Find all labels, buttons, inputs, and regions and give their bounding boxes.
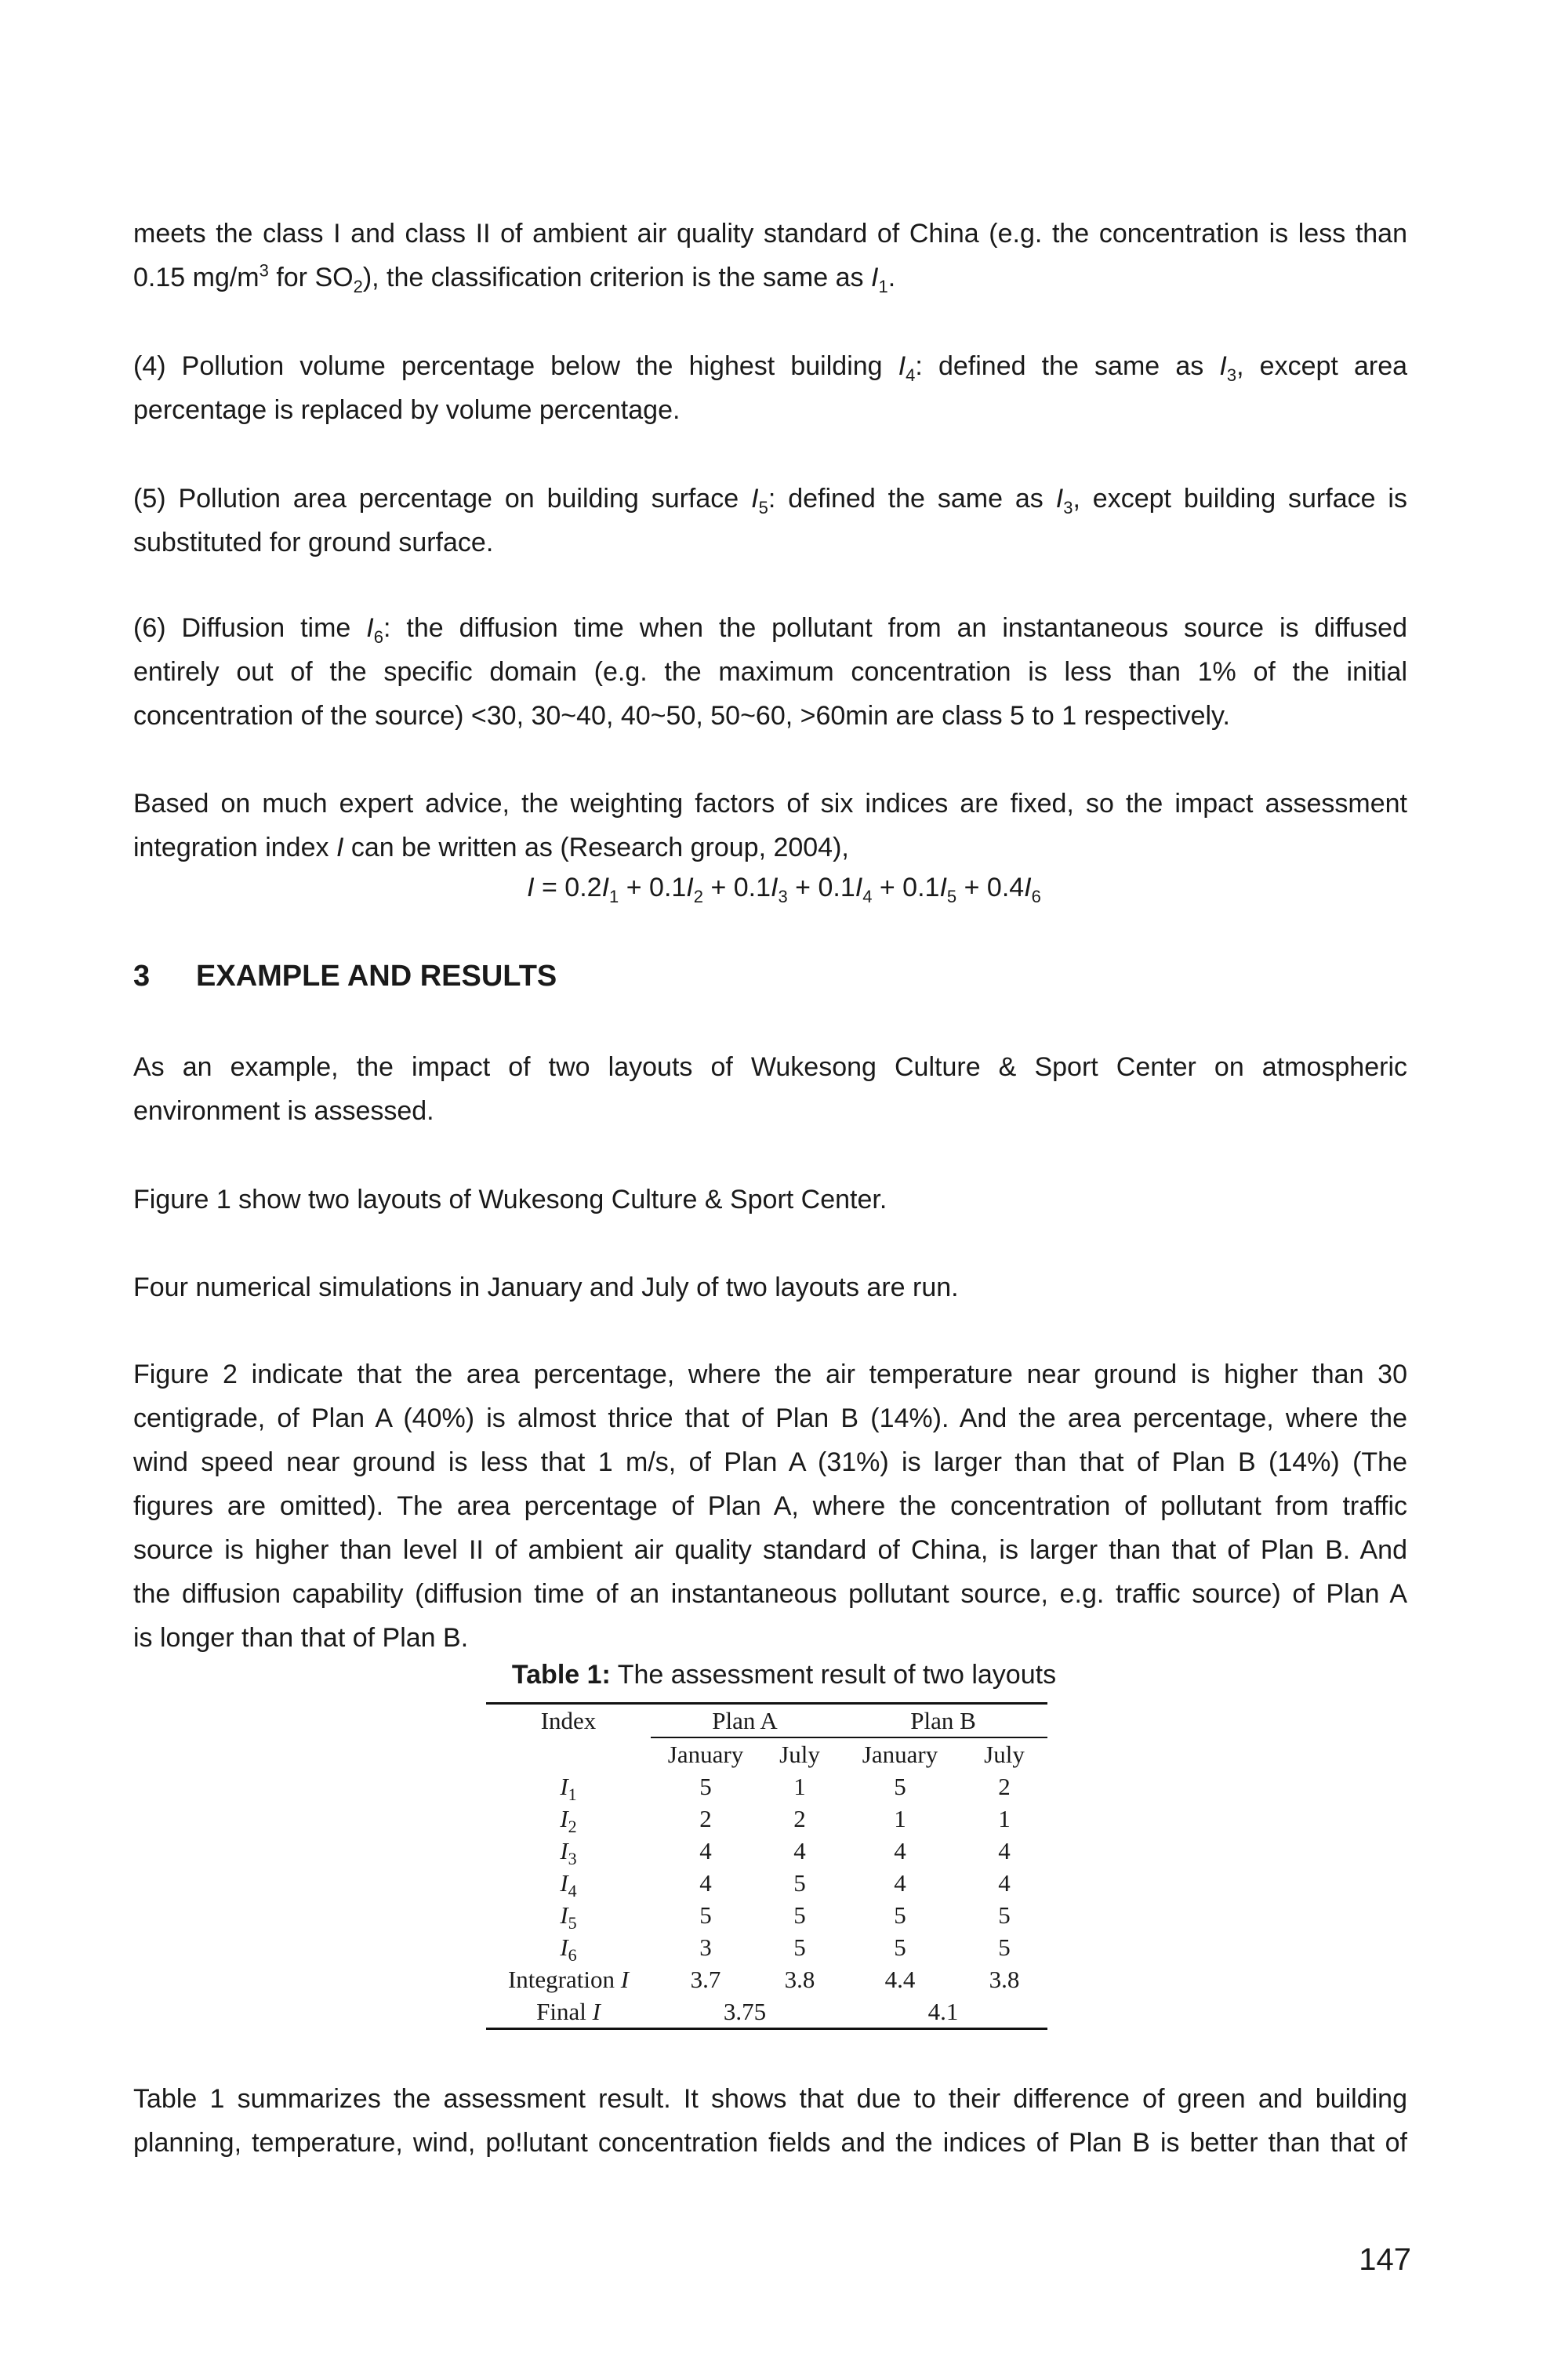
table-cell: 3.7 bbox=[690, 1965, 721, 1993]
table-header-row bbox=[486, 1704, 1047, 1738]
header-plan-b: Plan B bbox=[839, 1704, 1047, 1738]
section-title: EXAMPLE AND RESULTS bbox=[196, 960, 557, 993]
text-line: Four numerical simulations in January and July of two layouts are run. bbox=[133, 1273, 959, 1302]
table-cell: 3.8 bbox=[784, 1965, 815, 1993]
text-line: planning, temperature, wind, po!lutant concentration fields and the indices of Plan B is better than that of bbox=[133, 2128, 1407, 2158]
table-cell: 5 bbox=[894, 1901, 906, 1929]
table-cell: 4 bbox=[894, 1836, 906, 1864]
row-label: Integration I bbox=[507, 1965, 630, 1993]
table-cell: 4 bbox=[998, 1836, 1011, 1864]
section-number: 3 bbox=[133, 960, 151, 993]
paragraph-criterion-continuation bbox=[133, 212, 1407, 300]
row-label: $I_6$ bbox=[560, 1933, 577, 1965]
text-line: wind speed near ground is less that 1 m/s, of Plan A (31%) is larger than that of Plan B (14%) (The bbox=[133, 1447, 1407, 1477]
table-cell: 5 bbox=[998, 1901, 1011, 1929]
table-cell: 2 bbox=[793, 1804, 806, 1832]
table-row bbox=[486, 1899, 1047, 1931]
table-cell: 5 bbox=[998, 1933, 1011, 1961]
text-line: centigrade, of Plan A (40%) is almost thrice that of Plan B (14%). And the area percentage, where the bbox=[133, 1403, 1407, 1433]
row-label: $I_5$ bbox=[560, 1901, 577, 1933]
table-caption-label: Table 1: bbox=[511, 1660, 611, 1690]
row-label: Final I bbox=[536, 1997, 601, 2025]
text-line: percentage is replaced by volume percentage. bbox=[133, 395, 681, 425]
text-line: As an example, the impact of two layouts of Wukesong Culture & Sport Center on atmospheric bbox=[133, 1052, 1407, 1082]
table-caption-text: The assessment result of two layouts bbox=[610, 1660, 1057, 1690]
row-label: $I_1$ bbox=[560, 1772, 577, 1804]
table-month-row bbox=[486, 1737, 1047, 1770]
table-cell: 4 bbox=[998, 1868, 1011, 1897]
table-cell: 5 bbox=[699, 1901, 712, 1929]
paragraph-figure-1 bbox=[133, 1178, 1407, 1222]
integration-row bbox=[486, 1963, 1047, 1995]
table-cell: 4 bbox=[894, 1868, 906, 1897]
paragraph-example-intro bbox=[133, 1045, 1407, 1133]
paragraph-weighting bbox=[133, 782, 1407, 870]
paragraph-simulations bbox=[133, 1265, 1407, 1309]
table-row bbox=[486, 1770, 1047, 1803]
row-label: $I_4$ bbox=[560, 1868, 577, 1901]
table-cell: 5 bbox=[894, 1772, 906, 1800]
table-cell: 5 bbox=[699, 1772, 712, 1800]
table-cell: 4 bbox=[699, 1868, 712, 1897]
final-row bbox=[486, 1995, 1047, 2029]
text-line: substituted for ground surface. bbox=[133, 528, 494, 557]
text-line: is longer than that of Plan B. bbox=[133, 1623, 469, 1653]
text-line: entirely out of the specific domain (e.g. the maximum concentration is less than 1% of the initial bbox=[133, 657, 1407, 687]
month-spacer bbox=[486, 1737, 651, 1770]
month-header: July bbox=[779, 1740, 820, 1768]
table-row bbox=[486, 1867, 1047, 1899]
assessment-table bbox=[486, 1702, 1047, 2030]
text-line: integration index I can be written as (Research group, 2004), bbox=[133, 833, 849, 862]
text-line: concentration of the source) <30, 30~40, 40~50, 50~60, >60min are class 5 to 1 respectively. bbox=[133, 701, 1230, 731]
text-line: 0.15 $mg/m^3$ for $SO_2$), the classification criterion is the same as $I_1$. bbox=[133, 260, 896, 296]
text-line: (5) Pollution area percentage on building surface $I_5$: defined the same as $I_3$, except building surface is bbox=[133, 484, 1407, 517]
final-plan-b: 4.1 bbox=[927, 1997, 959, 2025]
text-line: Table 1 summarizes the assessment result. It shows that due to their difference of green and building bbox=[133, 2084, 1407, 2114]
text-line: meets the class I and class II of ambient air quality standard of China (e.g. the concentration is less than bbox=[133, 219, 1407, 249]
table-cell: 4 bbox=[793, 1836, 806, 1864]
final-plan-a: 3.75 bbox=[723, 1997, 767, 2025]
integration-formula: $I = 0.2I_1 + 0.1I_2 + 0.1I_3 + 0.1I_4 + 0.1I_5 + 0.4I_6$ bbox=[527, 873, 1041, 906]
month-header: July bbox=[984, 1740, 1025, 1768]
text-line: figures are omitted). The area percentage of Plan A, where the concentration of pollutant from traffic bbox=[133, 1491, 1407, 1521]
text-line: the diffusion capability (diffusion time of an instantaneous pollutant source, e.g. traffic source) of Plan A bbox=[133, 1579, 1407, 1609]
paragraph-summary bbox=[133, 2077, 1407, 2165]
table-cell: 1 bbox=[894, 1804, 906, 1832]
table-cell: 5 bbox=[793, 1868, 806, 1897]
table-cell: 5 bbox=[793, 1901, 806, 1929]
table-cell: 2 bbox=[998, 1772, 1011, 1800]
text-line: (6) Diffusion time $I_6$: the diffusion time when the pollutant from an instantaneous source is diffused bbox=[133, 613, 1407, 647]
table-caption bbox=[0, 1660, 1568, 1690]
paragraph-index-4 bbox=[133, 344, 1407, 432]
paragraph-figure-2 bbox=[133, 1352, 1407, 1660]
month-header: January bbox=[862, 1740, 938, 1768]
table-row bbox=[486, 1931, 1047, 1963]
text-line: Based on much expert advice, the weighting factors of six indices are fixed, so the impact assessment bbox=[133, 789, 1407, 819]
table-cell: 3.8 bbox=[989, 1965, 1020, 1993]
paragraph-index-6 bbox=[133, 606, 1407, 738]
table-cell: 3 bbox=[699, 1933, 712, 1961]
table-cell: 5 bbox=[894, 1933, 906, 1961]
table-cell: 1 bbox=[998, 1804, 1011, 1832]
table-cell: 5 bbox=[793, 1933, 806, 1961]
text-line: Figure 2 indicate that the area percentage, where the air temperature near ground is higher than 30 bbox=[133, 1360, 1407, 1389]
month-header: January bbox=[667, 1740, 744, 1768]
table-cell: 4 bbox=[699, 1836, 712, 1864]
page-number: 147 bbox=[1359, 2242, 1411, 2277]
section-heading bbox=[133, 960, 557, 993]
row-label: $I_2$ bbox=[560, 1804, 577, 1836]
text-line: Figure 1 show two layouts of Wukesong Culture & Sport Center. bbox=[133, 1185, 887, 1214]
header-index: Index bbox=[540, 1707, 597, 1734]
paragraph-index-5 bbox=[133, 477, 1407, 565]
table-cell: 1 bbox=[793, 1772, 806, 1800]
text-line: environment is assessed. bbox=[133, 1096, 434, 1126]
header-plan-a: Plan A bbox=[651, 1704, 839, 1738]
table-cell: 2 bbox=[699, 1804, 712, 1832]
text-line: (4) Pollution volume percentage below the highest building $I_4$: defined the same as $I_3$, except area bbox=[133, 351, 1408, 385]
table-row bbox=[486, 1835, 1047, 1867]
table-cell: 4.4 bbox=[884, 1965, 916, 1993]
text-line: source is higher than level II of ambient air quality standard of China, is larger than that of Plan B. And bbox=[133, 1535, 1407, 1565]
table-row bbox=[486, 1803, 1047, 1835]
row-label: $I_3$ bbox=[560, 1836, 577, 1868]
